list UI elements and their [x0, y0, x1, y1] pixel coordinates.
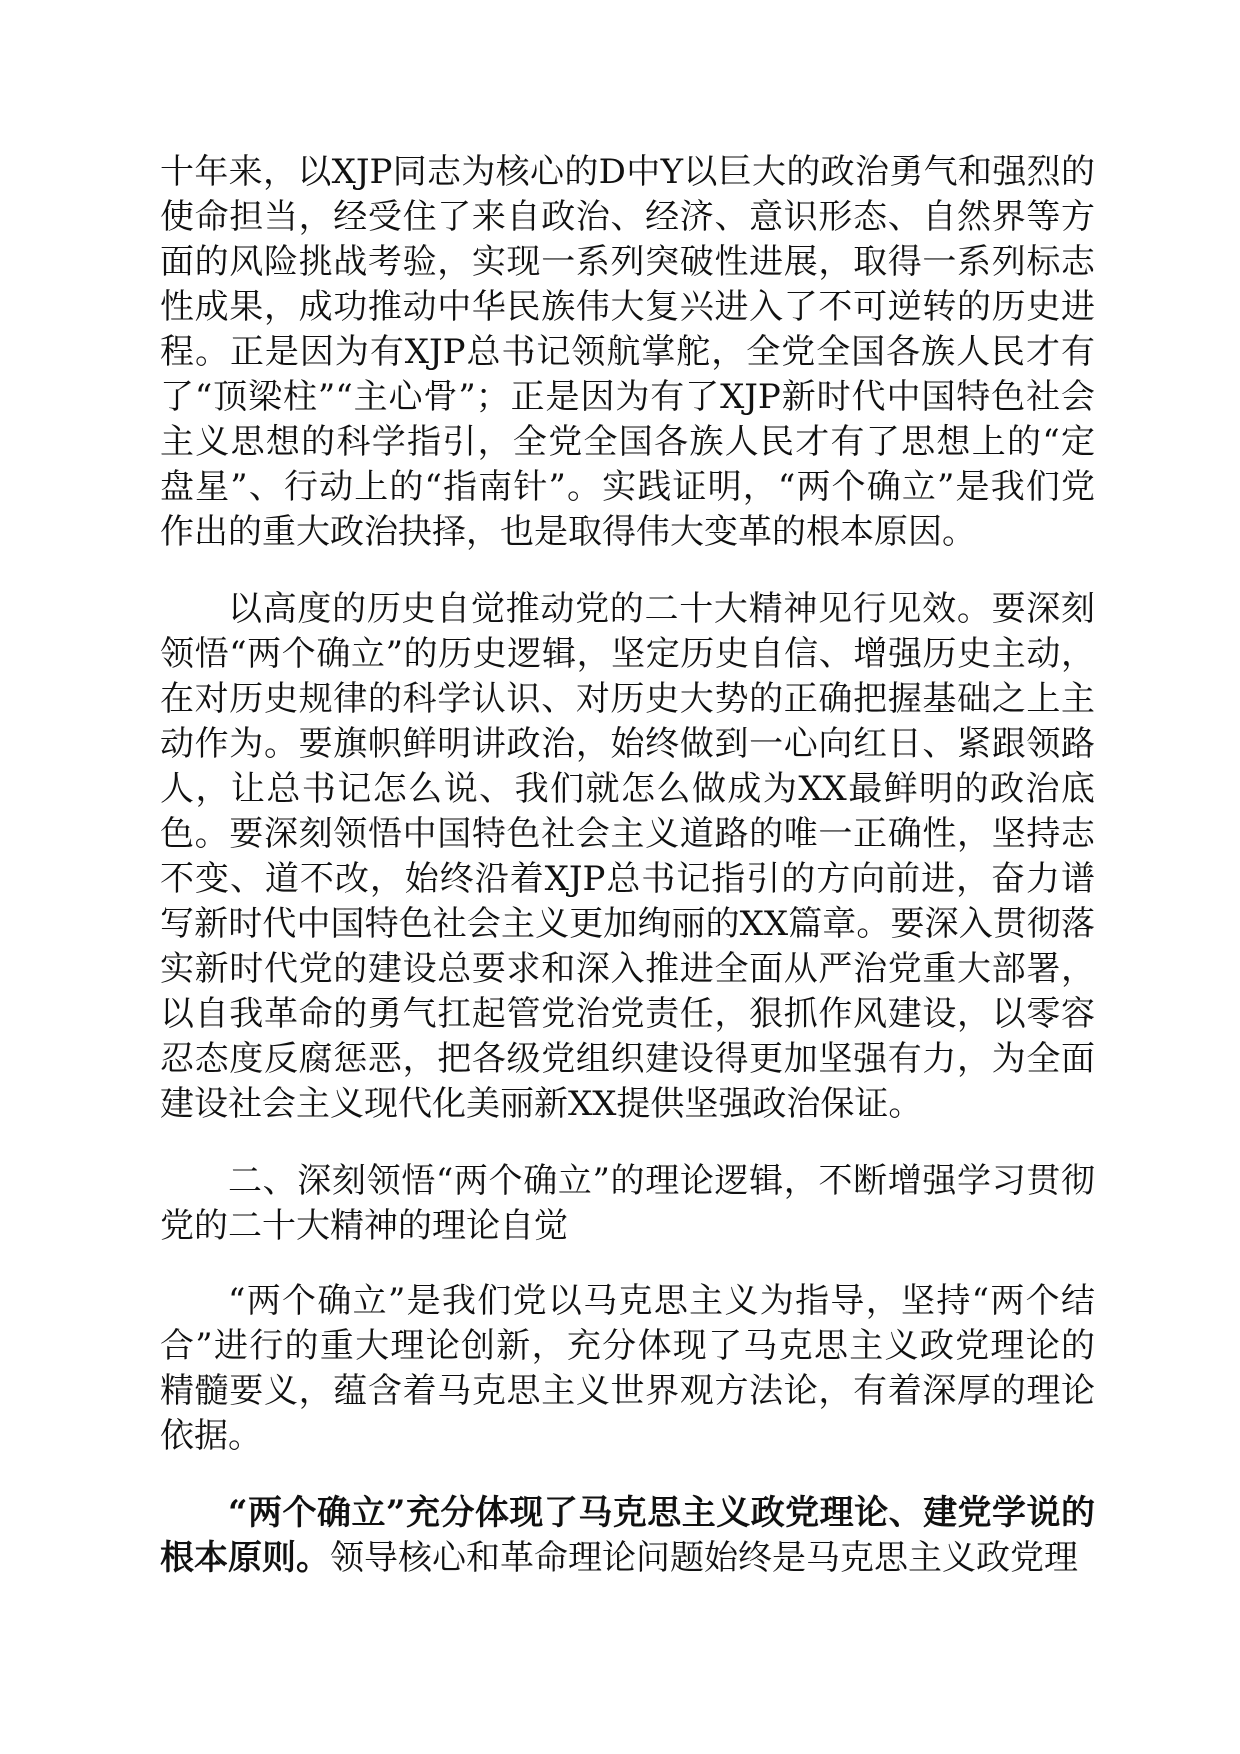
paragraph-p1: 十年来，以XJP同志为核心的D中Y以巨大的政治勇气和强烈的使命担当，经受住了来自政治、经济、意识形态、自然界等方面的风险挑战考验，实现一系列突破性进展，取得一系列标志性成果，成功推动中华民族伟大复兴进入了不可逆转的历史进程。正是因为有XJP总书记领航掌舵，全党全国各族人民才有了“顶梁柱”“主心骨”；正是因为有了XJP新时代中国特色社会主义思想的科学指引，全党全国各族人民才有了思想上的“定盘星”、行动上的“指南针”。实践证明，“两个确立”是我们党作出的重大政治抉择，也是取得伟大变革的根本原因。: [160, 152, 1095, 552]
paragraph-p4-bold-lead: “两个确立”充分体现了马克思主义政党理论、建党学说的根本原则。: [160, 1493, 1095, 1578]
paragraph-p2: 以高度的历史自觉推动党的二十大精神见行见效。要深刻领悟“两个确立”的历史逻辑，坚定历史自信、增强历史主动，在对历史规律的科学认识、对历史大势的正确把握基础之上主动作为。要旗帜鲜明讲政治，始终做到一心向红日、紧跟领路人，让总书记怎么说、我们就怎么做成为XX最鲜明的政治底色。要深刻领悟中国特色社会主义道路的唯一正确性，坚持志不变、道不改，始终沿着XJP总书记指引的方向前进，奋力谱写新时代中国特色社会主义更加绚丽的XX篇章。要深入贯彻落实新时代党的建设总要求和深入推进全面从严治党重大部署，以自我革命的勇气扛起管党治党责任，狠抓作风建设，以零容忍态度反腐惩恶，把各级党组织建设得更加坚强有力，为全面建设社会主义现代化美丽新XX提供坚强政治保证。: [160, 589, 1095, 1124]
paragraph-p3: “两个确立”是我们党以马克思主义为指导，坚持“两个结合”进行的重大理论创新，充分体现了马克思主义政党理论的精髓要义，蕴含着马克思主义世界观方法论，有着深厚的理论依据。: [160, 1281, 1095, 1456]
document-page: [160, 150, 1095, 1581]
section-heading-2: 二、深刻领悟“两个确立”的理论逻辑，不断增强学习贯彻党的二十大精神的理论自觉: [160, 1161, 1095, 1246]
paragraph-p4: [160, 1491, 1095, 1581]
paragraph-p4-body: 领导核心和革命理论问题始终是马克思主义政党理: [330, 1538, 1078, 1578]
